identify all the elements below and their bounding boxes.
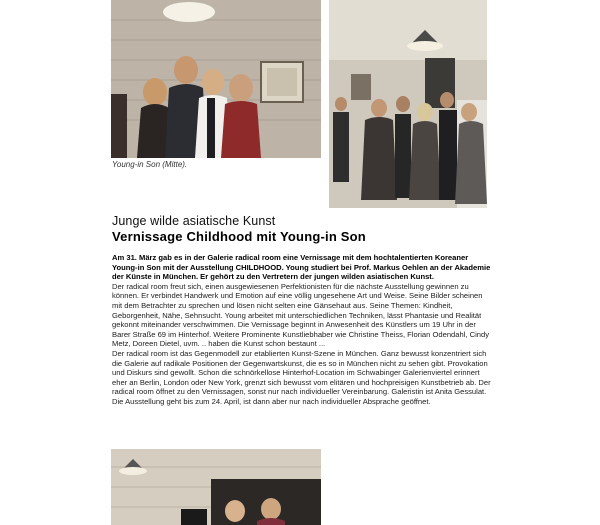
article-body bbox=[112, 253, 492, 407]
photo-young-in-son-group bbox=[111, 0, 321, 158]
article-paragraph: Der radical room freut sich, einen ausgewiesenen Perfektionisten für die nächste Ausstellung gewinnen zu können. Er verbindet Handwerk und Emotion auf eine völlig ungesehene Art und Weise. Seine Bilder scheinen mit dem Betrachter zu sprechen und lösen nicht selten eine Gänsehaut aus. Seine Themen: Kindheit, Geborgenheit, Nähe, Sehnsucht. Young arbeitet mit unterschiedlichen Techniken, lässt Phantasie und Realität gekonnt miteinander verschwimmen. Die Vernissage beginnt in Anwesenheit des Künstlers um 19 Uhr in der Barer Straße 69 im Hinterhof. Weitere Prominente Kunstliebhaber wie Christine Theiss, Florian Odendahl, Cindy Metz, Doreen Dietel, uvm. .. haben die Kunst schon bestaunt ... bbox=[112, 281, 490, 349]
article-kicker: Junge wilde asiatische Kunst bbox=[112, 214, 276, 228]
photo-gallery-visitors bbox=[111, 449, 321, 525]
photo-caption: Young-in Son (Mitte). bbox=[112, 160, 188, 169]
photo-gallery-crowd bbox=[329, 0, 487, 208]
article-headline: Vernissage Childhood mit Young-in Son bbox=[112, 229, 366, 244]
article-lead: Am 31. März gab es in der Galerie radical room eine Vernissage mit dem hochtalentierten Koreaner Young-in Son mit der Ausstellung CHILDHOOD. Young studiert bei Prof. Markus Oehlen an der Akademie der Künste in München. Er gehört zu den Vertretern der jungen wilden asiatischen Kunst. bbox=[112, 253, 491, 282]
article-paragraph: Der radical room ist das Gegenmodell zur etablierten Kunst-Szene in München. Ganz bewusst konzentriert sich die Galerie auf radikale Positionen der Gegenwartskunst, die es so in München nicht zu sehen gibt. Provokation und Diskurs sind gewollt. Schon die schnörkellose Hinterhof-Location im Schwabinger Galerienviertel erinnert eher an Berlin, London oder New York, grenzt sich bewusst vom elitären und hochpreisigen Kunstbetrieb ab. Der radical room öffnet zu den Vernissagen, sonst nur nach individueller Vereinbarung. Galeristin ist Anita Gessulat. Die Ausstellung geht bis zum 24. April, ist dann aber nur nach individueller Absprache geöffnet. bbox=[112, 348, 491, 406]
